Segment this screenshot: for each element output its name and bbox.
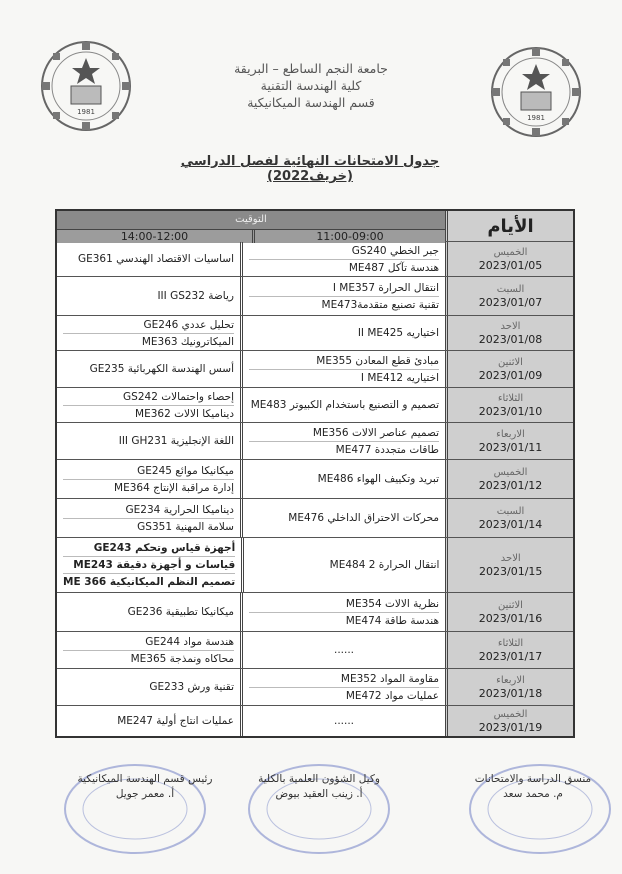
table-row [57,388,573,423]
day-name: الثلاثاء [497,637,524,649]
afternoon-exam: اساسيات الاقتصاد الهندسي GE361 [77,253,234,265]
afternoon-exam: أجهزة قياس وتحكم GE243 [93,542,236,554]
day-cell [445,316,573,350]
day-cell [445,632,573,668]
morning-slot-header: 11:00-09:00 [252,230,445,243]
timing-header: التوقيت [57,211,445,230]
morning-exam: محركات الاحتراق الداخلي ME476 [288,512,439,524]
table-row [57,423,573,460]
afternoon-exam: قياسات و أجهزة دقيقة ME243 [63,556,235,573]
afternoon-exam: اللغة الإنجليزية III GH231 [118,435,234,447]
afternoon-exam-cell [57,460,240,498]
morning-exam: مبادئ قطع المعادن ME355 [316,354,439,367]
afternoon-slot-header: 14:00-12:00 [120,230,189,243]
table-row [57,277,573,316]
morning-exam-cell [241,538,445,592]
exam-date: 2023/01/15 [479,564,543,578]
afternoon-exam: إحصاء واحتمالات GS242 [123,390,234,403]
day-name: الاثنين [498,356,523,368]
afternoon-exam: ميكانيكا موائع GE245 [137,464,234,477]
morning-exam-cell [240,632,445,668]
afternoon-exam-cell [57,351,240,387]
day-cell [445,277,573,315]
morning-exam: انتقال الحرارة I ME357 [332,281,439,294]
morning-exam: مقاومة المواد ME352 [340,672,439,685]
day-cell [445,669,573,705]
morning-exam-cell [240,242,445,276]
morning-exam: هندسة طاقة ME474 [249,612,439,629]
morning-exam-cell [240,277,445,315]
scientific-affairs-signature [244,772,394,802]
morning-exam: عمليات مواد ME472 [249,687,439,704]
university-seal-left [38,38,134,134]
day-cell [445,499,573,537]
exam-date: 2023/01/18 [478,686,543,700]
table-row [57,706,573,736]
table-row [57,316,573,351]
afternoon-exam: سلامة المهنية GS351 [63,518,234,535]
afternoon-exam: الميكاترونيك ME363 [63,333,234,350]
morning-exam-cell [240,460,445,498]
exam-date: 2023/01/12 [478,478,543,492]
afternoon-exam-cell [57,242,240,276]
morning-exam-cell [240,388,445,422]
seal-year: 1981 [527,114,545,122]
afternoon-exam-cell [57,669,240,705]
morning-exam: تبريد وتكييف الهواء ME486 [317,473,439,485]
day-cell [445,538,573,592]
morning-exam: تقنية تصنيع متقدمةME473 [249,296,439,313]
morning-exam-cell [240,351,445,387]
morning-exam: اختياريه II ME425 [357,327,439,339]
morning-exam: نظرية الالات ME354 [345,597,439,610]
afternoon-exam-cell [57,593,240,631]
day-name: السبت [496,505,525,517]
afternoon-exam: رياضة III GS232 [157,290,234,302]
morning-exam-cell [240,669,445,705]
day-cell [445,242,573,276]
morning-exam: تصميم و التصنيع باستخدام الكبيوتر ME483 [250,399,439,411]
morning-exam-cell [240,499,445,537]
morning-exam-cell [240,593,445,631]
morning-exam: هندسة تآكل ME487 [249,259,439,276]
afternoon-exam: ميكانيكا تطبيقية GE236 [127,606,234,618]
morning-exam: ...... [333,644,355,656]
afternoon-exam-cell [57,706,240,736]
morning-exam: تصميم عناصر الالات ME356 [312,426,439,439]
afternoon-exam: تقنية ورش GE233 [149,681,234,693]
morning-exam-cell [240,706,445,736]
table-row [57,460,573,499]
morning-exam: طاقات متجددة ME477 [249,441,439,458]
day-cell [445,460,573,498]
afternoon-exam: ديناميكا الالات ME362 [63,405,234,422]
afternoon-exam: تصميم النظم الميكانيكية ME 366 [63,573,235,590]
day-cell [445,706,573,736]
exam-date: 2023/01/09 [478,368,543,382]
day-name: الثلاثاء [497,392,524,404]
day-name: السبت [496,283,525,295]
table-header-row [57,211,573,242]
day-name: الخميس [493,708,528,720]
afternoon-exam-cell [57,632,240,668]
coordinator-signature [458,772,608,802]
morning-exam: انتقال الحرارة 2 ME484 [329,559,440,571]
day-cell [445,351,573,387]
university-seal-right [488,44,584,140]
scientific-affairs-title: وكيل الشؤون العلمية بالكلية [258,773,380,785]
department-head-signature [60,772,230,802]
exam-date: 2023/01/17 [478,649,543,663]
exam-date: 2023/01/14 [478,517,543,531]
day-cell [445,593,573,631]
table-row [57,538,573,593]
table-row [57,593,573,632]
day-name: الخميس [493,466,528,478]
college-name: كلية الهندسة التقنية [260,78,362,93]
afternoon-exam: عمليات انتاج أولية ME247 [117,715,234,727]
document-header [200,60,422,111]
table-row [57,669,573,706]
exam-date: 2023/01/16 [478,611,543,625]
table-row [57,351,573,388]
department-head-title: رئيس قسم الهندسة الميكانيكية [77,773,213,785]
afternoon-exam: إدارة مراقبة الإنتاج ME364 [63,479,234,496]
exam-schedule-table [55,209,575,738]
day-name: الاربعاء [496,428,525,440]
day-name: الاربعاء [496,674,525,686]
afternoon-exam: محاكاه ونمذجة ME365 [63,650,234,667]
department-name: قسم الهندسة الميكانيكية [247,95,375,110]
exam-date: 2023/01/07 [478,295,543,309]
exam-date: 2023/01/10 [478,404,543,418]
day-name: الخميس [493,246,528,258]
coordinator-name: م. محمد سعد [503,788,563,800]
university-name: جامعة النجم الساطع – البريقة [234,61,388,76]
table-row [57,242,573,277]
morning-exam: جبر الخطي GS240 [351,244,439,257]
exam-date: 2023/01/05 [478,258,543,272]
afternoon-exam: تحليل عددي GE246 [143,318,234,331]
afternoon-exam-cell [57,499,240,537]
department-head-name: أ. معمر جويل [115,788,175,800]
morning-exam: اختياريه I ME412 [249,369,439,386]
timing-header-group [57,211,445,241]
afternoon-exam: أسس الهندسة الكهربائية GE235 [89,363,234,375]
day-cell [445,388,573,422]
exam-date: 2023/01/11 [478,440,543,454]
morning-exam-cell [240,423,445,459]
table-row [57,632,573,669]
exam-date: 2023/01/08 [478,332,543,346]
days-header: الأيام [445,211,573,241]
afternoon-exam-cell [57,388,240,422]
afternoon-exam: ديناميكا الحرارية GE234 [125,503,234,516]
coordinator-title: منسق الدراسة والامتحانات [474,773,592,785]
document-title: جدول الامتحانات النهائية لفصل الدراسي (خريف2022) [180,154,440,184]
day-name: الاحد [500,552,521,564]
scientific-affairs-name: أ. زينب العقيد بيوض [275,788,363,800]
day-name: الاثنين [498,599,523,611]
afternoon-exam-cell [57,316,240,350]
afternoon-exam-cell [57,277,240,315]
afternoon-exam: هندسة مواد GE244 [145,635,234,648]
seal-year: 1981 [77,108,95,116]
afternoon-exam-cell [57,538,241,592]
day-name: الاحد [500,320,521,332]
morning-exam: ...... [333,715,355,727]
morning-exam-cell [240,316,445,350]
day-cell [445,423,573,459]
afternoon-exam-cell [57,423,240,459]
table-row [57,499,573,538]
exam-date: 2023/01/19 [478,720,543,734]
